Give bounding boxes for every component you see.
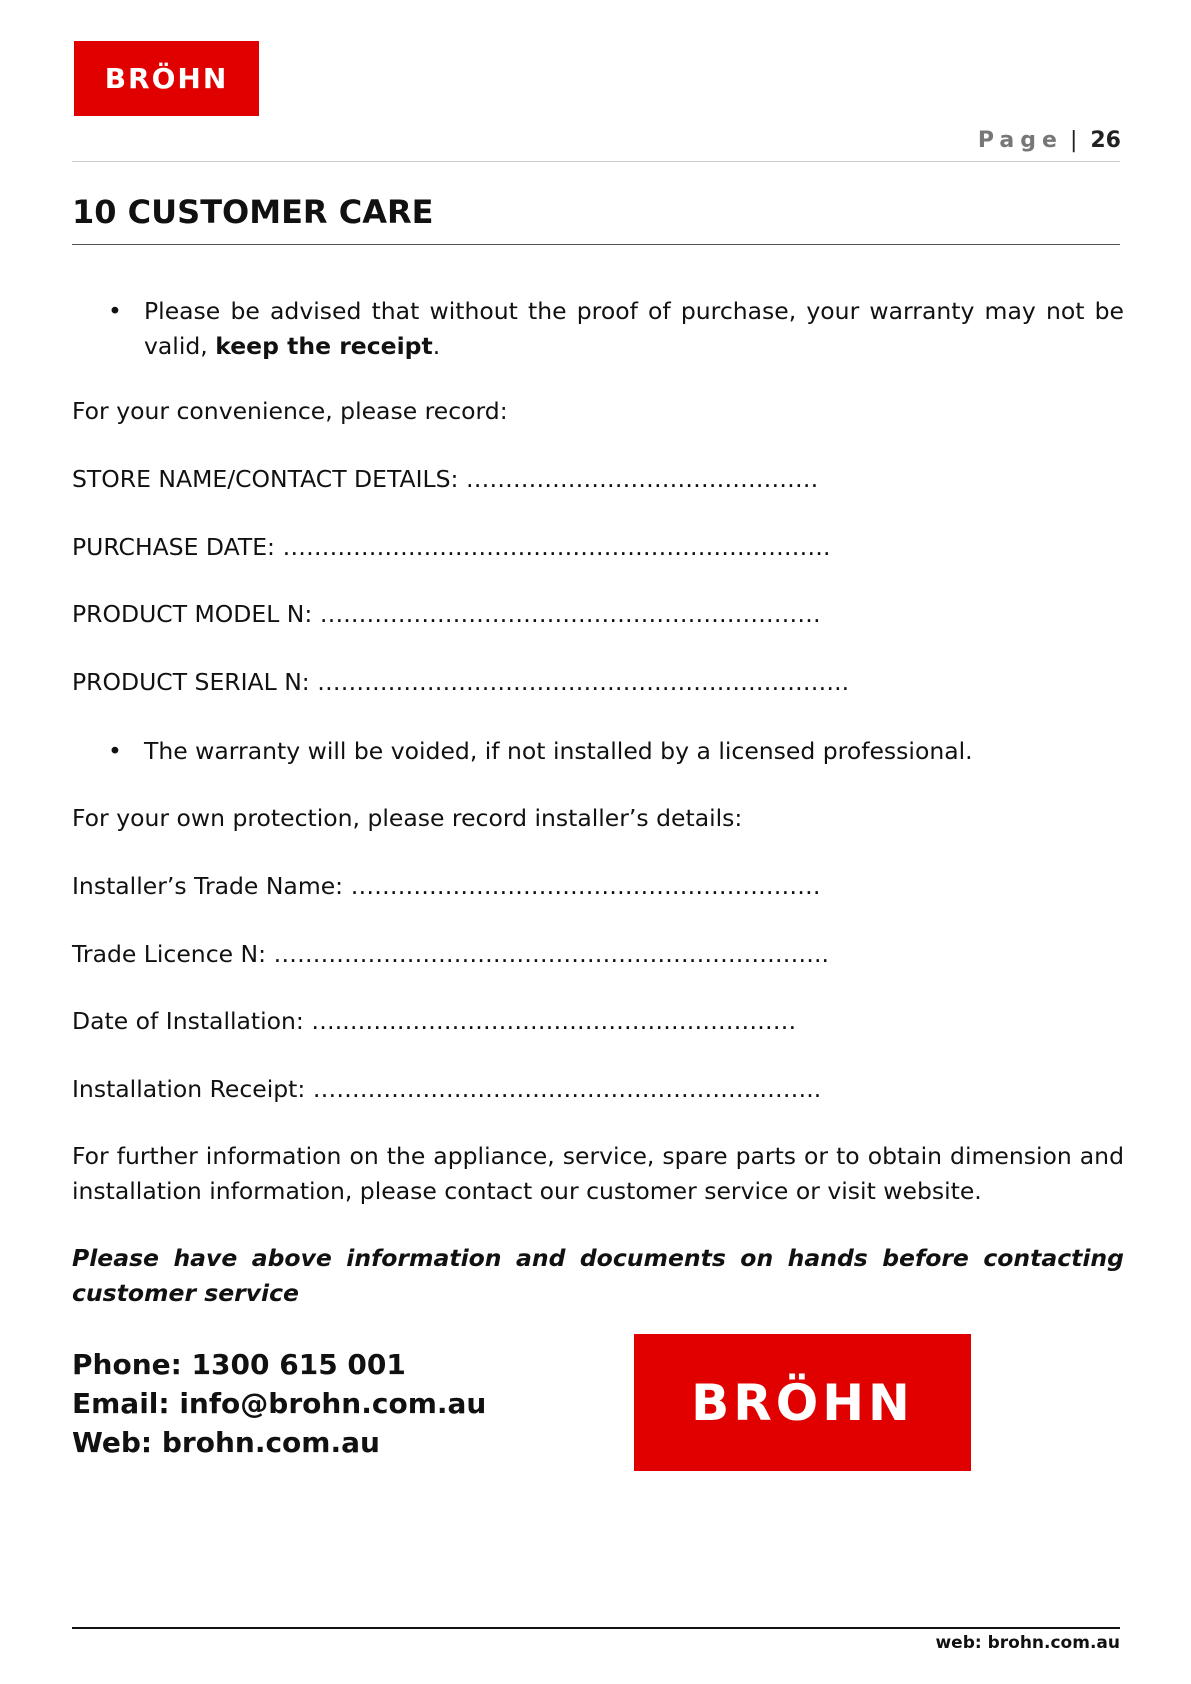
bullet-text <box>144 294 1124 364</box>
section-title: 10 CUSTOMER CARE <box>72 193 434 231</box>
field-date-of-installation: Date of Installation: …..………………………………………………… <box>72 1007 797 1035</box>
bullet-dot: • <box>108 737 122 765</box>
bullet-warranty-void <box>108 734 1124 769</box>
title-underline <box>72 244 1120 245</box>
footer-website: web: brohn.com.au <box>935 1633 1120 1653</box>
further-info-paragraph: For further information on the appliance, service, spare parts or to obtain dimension and installation information, please contact our customer service or visit website. <box>72 1142 1124 1205</box>
contact-block <box>72 1345 486 1462</box>
field-trade-licence: Trade Licence N: …………………………………………………………….. <box>72 940 829 968</box>
field-installer-trade-name: Installer’s Trade Name: …………………………………………………… <box>72 872 821 900</box>
page-label: Page <box>977 128 1063 153</box>
header-divider <box>72 161 1120 162</box>
logo-text: BRÖHN <box>691 1373 914 1432</box>
bullet-proof-of-purchase <box>108 294 1124 364</box>
logo-text: BRÖHN <box>104 62 229 95</box>
installer-intro: For your own protection, please record installer’s details: <box>72 804 743 832</box>
bullet-text: The warranty will be voided, if not installed by a licensed professional. <box>144 737 973 765</box>
bullet-text-bold: keep the receipt <box>215 332 433 360</box>
contact-phone: Phone: 1300 615 001 <box>72 1348 406 1381</box>
bullet-text-end: . <box>432 332 441 360</box>
page-number: 26 <box>1090 128 1121 153</box>
record-intro: For your convenience, please record: <box>72 397 508 425</box>
page-number-indicator <box>978 128 1121 153</box>
bullet-text-regular: Please be advised that without the proof of purchase, your warranty may not be valid, <box>144 297 1124 360</box>
notice-paragraph: Please have above information and documents on hands before contacting customer service <box>72 1244 1124 1307</box>
contact-web: Web: brohn.com.au <box>72 1426 380 1459</box>
bullet-dot: • <box>108 297 122 325</box>
footer-divider <box>72 1627 1120 1629</box>
page-separator: | <box>1069 128 1078 153</box>
brohn-logo-footer <box>634 1334 971 1471</box>
field-product-serial: PRODUCT SERIAL N: ………………………………………………………….. <box>72 668 850 696</box>
field-purchase-date: PURCHASE DATE: ……………………………………………………………. <box>72 533 831 561</box>
field-product-model: PRODUCT MODEL N: ….…………………………………………………… <box>72 600 821 628</box>
contact-email: Email: info@brohn.com.au <box>72 1387 487 1420</box>
brohn-logo-header <box>74 41 259 116</box>
field-store-name: STORE NAME/CONTACT DETAILS: ……………………………………… <box>72 465 819 493</box>
field-installation-receipt: Installation Receipt: ……………………………………………………….. <box>72 1075 822 1103</box>
